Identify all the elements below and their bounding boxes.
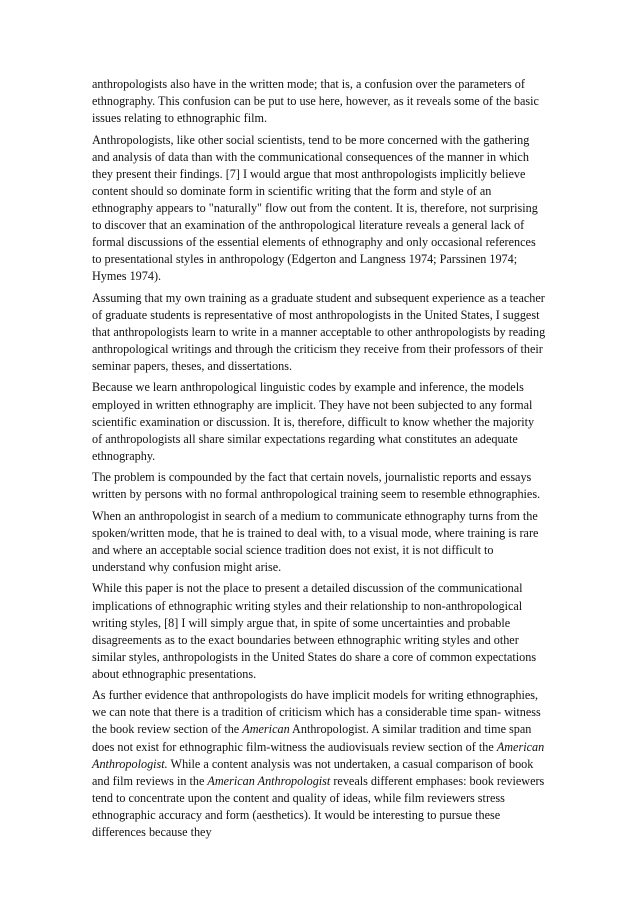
paragraph-text: When an anthropologist in search of a medium to communicate ethnography turns from the spoken/written mode, that he is trained to deal with, to a visual mode, where training is rare and where an acceptable social science tradition does not exist, it is not difficult to understand why confusion might arise. [92,508,539,575]
paragraph-text: reveals different emphases: book reviewers tend to concentrate upon the content and quality of ideas, while film reviewers stress ethnographic accuracy and form (aesthetics). It would be interesting to pursue these differences because they [92,773,545,840]
paragraph-2 [92,132,546,286]
journal-title-italic: American [242,722,290,737]
paragraph-text: Assuming that my own training as a graduate student and subsequent experience as a teacher of graduate students is representative of most anthropologists in the United States, I suggest that anthropologists learn to write in a manner acceptable to other anthropologists by reading anthropological writings and through the criticism they receive from their professors of their seminar papers, theses, and dissertations. [92,290,546,374]
paragraph-text: The problem is compounded by the fact that certain novels, journalistic reports and essays written by persons with no formal anthropological training seem to resemble ethnographies. [92,470,541,502]
journal-title-italic: American Anthropologist [207,773,331,788]
paragraph-6 [92,508,546,576]
paragraph-text: While this paper is not the place to present a detailed discussion of the communicational implications of ethnographic writing styles and their relationship to non-anthropological writing styles, [8] I will simply argue that, in spite of some uncertainties and probable disagreements as to the exact boundaries between ethnographic writing styles and other similar styles, anthropologists in the United States do share a core of common expectations about ethnographic presentations. [92,581,537,681]
paragraph-4 [92,379,546,464]
paragraph-text: Anthropologist. A similar tradition and time span does not exist for ethnographic film-witness the audiovisuals review section of the [92,722,532,754]
paragraph-1 [92,76,546,127]
paragraph-5 [92,469,546,503]
body-text [92,76,546,845]
paragraph-3 [92,290,546,375]
paragraph-7 [92,580,546,683]
paragraph-text: anthropologists also have in the written mode; that is, a confusion over the parameters of ethnography. This confusion can be put to use here, however, as it reveals some of the basic issues relating to ethnographic film. [92,77,539,126]
paragraph-text: While a content analysis was not undertaken, a casual comparison of book and film reviews in the [92,756,534,788]
paragraph-text: Because we learn anthropological linguistic codes by example and inference, the models employed in written ethnography are implicit. They have not been subjected to any formal scientific examination or discussion. It is, therefore, difficult to know whether the majority of anthropologists all share similar expectations regarding what constitutes an adequate ethnography. [92,380,535,463]
paragraph-text: Anthropologists, like other social scientists, tend to be more concerned with the gathering and analysis of data than with the communicational consequences of the manner in which they present their findings. [7] I would argue that most anthropologists implicitly believe content should so dominate form in scientific writing that the form and style of an ethnography appears to "naturally" flow out from the content. It is, therefore, not surprising to discover that an examination of the anthropological literature reveals a general lack of formal discussions of the essential elements of ethnography and only occasional references to presentational styles in anthropology (Edgerton and Langness 1974; Parssinen 1974; Hymes 1974). [92,132,538,284]
journal-title-italic: American Anthropologist. [92,739,545,771]
paragraph-text: As further evidence that anthropologists do have implicit models for writing ethnographies, we can note that there is a tradition of criticism which has a considerable time span- witness the book review section of the [92,688,541,737]
paragraph-8 [92,687,546,841]
